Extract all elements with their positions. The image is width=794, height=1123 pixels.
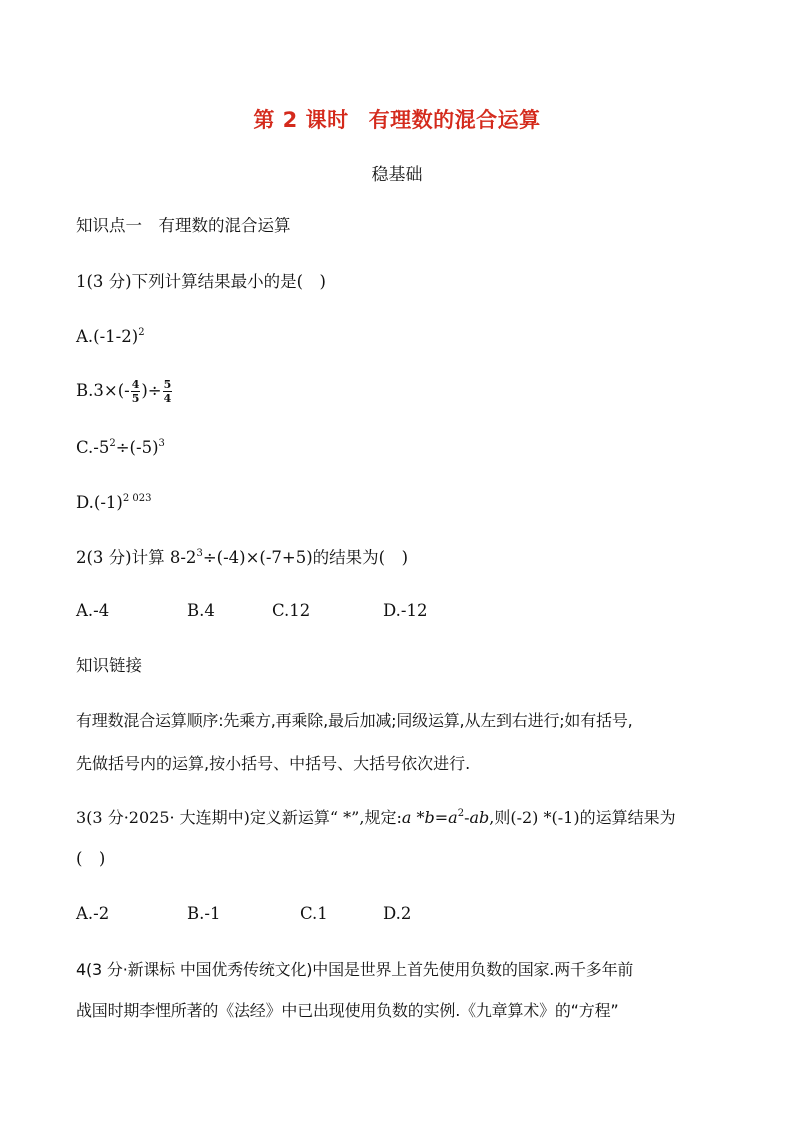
q1-c-exp2: 3: [158, 438, 165, 449]
q3-stem-a: 3(3 分·2025· 大连期中)定义新运算“ *”,规定:: [76, 808, 402, 827]
q2-stem: [76, 548, 408, 568]
q1-d-exp: 2 023: [122, 493, 152, 504]
q1-d-base: D.(-1): [76, 493, 123, 512]
q3-option-a: A.-2: [76, 904, 110, 923]
knowledge-point-heading: 知识点一 有理数的混合运算: [76, 216, 291, 235]
q2-stem-b: ÷(-4)×(-7+5)的结果为( ): [202, 548, 409, 567]
q3-stem: [76, 808, 676, 827]
q1-option-c: [76, 438, 165, 458]
q3-def-eq: =: [434, 808, 449, 827]
q4-line-2: 战国时期李悝所著的《法经》中已出现使用负数的实例.《九章算术》的“方程”: [76, 1001, 619, 1020]
q1-b-prefix: B.3×(-: [76, 381, 130, 400]
q3-def-minus: -: [464, 808, 470, 827]
q2-option-b: B.4: [187, 601, 215, 620]
q3-options: [76, 904, 676, 926]
q3-def-star: *: [411, 808, 425, 827]
q1-c-part2: ÷(-5): [115, 438, 159, 457]
q1-option-a: [76, 327, 145, 347]
q1-stem: 1(3 分)下列计算结果最小的是( ): [76, 272, 326, 291]
q1-c-exp1: 2: [109, 438, 116, 449]
q1-option-d: [76, 493, 151, 513]
q2-option-c: C.12: [272, 601, 311, 620]
q2-stem-a: 2(3 分)计算 8-2: [76, 548, 197, 567]
lesson-topic: 有理数的混合运算: [368, 108, 541, 132]
q1-b-fraction-1: [131, 379, 141, 404]
knowledge-link-heading: 知识链接: [76, 656, 142, 675]
q1-c-part1: C.-5: [76, 438, 110, 457]
q1-a-exp: 2: [138, 327, 145, 338]
q1-b-fraction-2: [163, 379, 173, 404]
q3-def-a: a: [401, 808, 412, 827]
q3-stem-b: ,则(-2) *(-1)的运算结果为: [489, 808, 676, 827]
q2-option-a: A.-4: [76, 601, 110, 620]
q2-options: [76, 601, 676, 623]
q2-option-d: D.-12: [383, 601, 428, 620]
q1-b-f1-den: 5: [131, 392, 140, 405]
q1-a-base: A.(-1-2): [76, 327, 139, 346]
q4-line-1: 4(3 分·新课标 中国优秀传统文化)中国是世界上首先使用负数的国家.两千多年前: [76, 960, 634, 979]
q3-option-c: C.1: [300, 904, 328, 923]
q1-b-f2-num: 5: [163, 378, 172, 391]
section-heading: 稳基础: [371, 165, 423, 185]
q3-option-b: B.-1: [187, 904, 221, 923]
q1-b-f2-den: 4: [163, 392, 172, 405]
q3-def-ab: ab: [469, 808, 490, 827]
q1-option-b: [76, 379, 173, 404]
q3-option-d: D.2: [383, 904, 412, 923]
q1-b-f1-num: 4: [131, 378, 140, 391]
q3-def-exp: 2: [457, 808, 465, 819]
knowledge-link-line-2: 先做括号内的运算,按小括号、中括号、大括号依次进行.: [76, 754, 471, 773]
q3-def-b: b: [424, 808, 435, 827]
q3-def-a2: a: [448, 808, 458, 827]
q1-b-mid: )÷: [141, 381, 162, 400]
lesson-title: [0, 104, 794, 134]
lesson-number: 第 2 课时: [253, 108, 349, 132]
q2-stem-exp: 3: [196, 548, 203, 559]
q3-answer-paren: ( ): [76, 849, 106, 868]
knowledge-link-line-1: 有理数混合运算顺序:先乘方,再乘除,最后加减;同级运算,从左到右进行;如有括号,: [76, 711, 633, 730]
